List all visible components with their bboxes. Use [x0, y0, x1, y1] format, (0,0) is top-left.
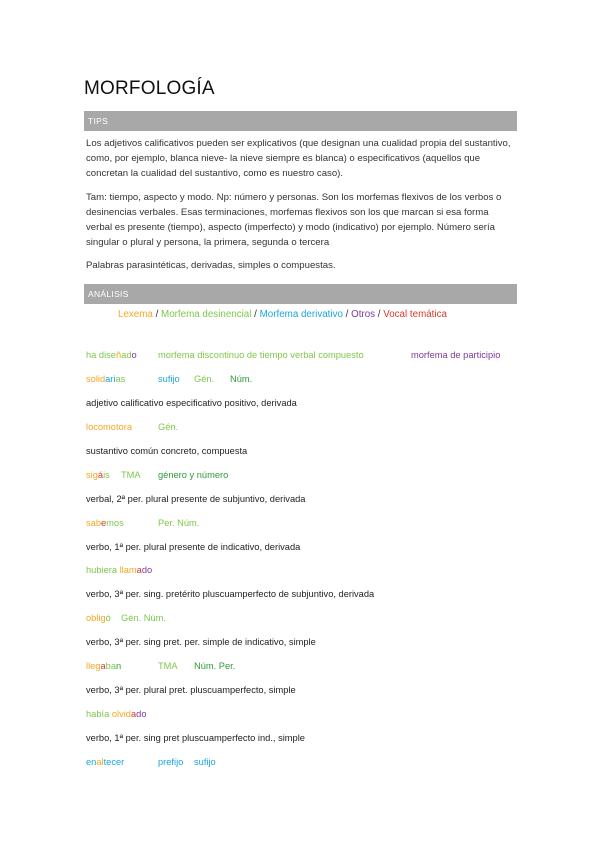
word-ha-disenado: [86, 350, 137, 360]
word-part-desinencial: ad: [121, 350, 132, 360]
word-habia-olvidado: [86, 709, 147, 719]
description-locomotora: sustantivo común concreto, compuesta: [86, 446, 248, 456]
word-part-desinencial: había: [86, 709, 112, 719]
word-obligo: [86, 613, 111, 623]
legend-lexema: Lexema: [118, 309, 153, 320]
word-part-otros: o: [131, 350, 137, 360]
word-part-desinencial: n: [116, 661, 122, 671]
word-part-lexema: ñ: [115, 350, 122, 360]
word-part-desinencial: ó: [105, 613, 111, 623]
description-sabemos: verbo, 1ª per. plural presente de indicativo, derivada: [86, 542, 301, 552]
description-obligo: verbo, 3ª per. sing pret. per. simple de indicativo, simple: [86, 637, 316, 647]
word-part-lexema: al: [96, 757, 104, 767]
note-morfema-discontinuo: morfema discontinuo de tiempo verbal compuesto: [158, 350, 364, 360]
note-genero-numero: género y número: [158, 470, 229, 480]
word-part-vocal: a: [130, 709, 137, 719]
note-genero-numero: Gén. Núm.: [121, 613, 166, 623]
word-part-derivativo: en: [86, 757, 97, 767]
page-title: MORFOLOGÍA: [84, 78, 215, 99]
word-part-lexema: sig: [86, 470, 98, 480]
word-sabemos: [86, 518, 124, 528]
word-part-lexema: oblig: [86, 613, 106, 623]
note-morfema-participio: morfema de participio: [411, 350, 501, 360]
description-habia-olvidado: verbo, 1ª per. sing pret pluscuamperfecto ind., simple: [86, 733, 305, 743]
word-part-lexema: olvid: [111, 709, 131, 719]
word-hubiera-llamado: [86, 565, 152, 575]
tips-header-bar: TIPS: [84, 111, 517, 131]
word-part-derivativo: ari: [105, 374, 116, 384]
legend-separator: /: [375, 309, 384, 320]
note-sufijo: sufijo: [194, 757, 216, 767]
word-part-otros: ha dise: [86, 350, 116, 360]
word-part-vocal: á: [97, 470, 104, 480]
legend-derivativo: Morfema derivativo: [259, 309, 343, 320]
word-part-lexema: solid: [86, 374, 106, 384]
word-sigais: [86, 470, 110, 480]
word-enaltecer: [86, 757, 124, 767]
word-part-derivativo: tecer: [103, 757, 125, 767]
legend-separator: /: [251, 309, 260, 320]
analysis-header-bar: ANÁLISIS: [84, 284, 517, 304]
legend-separator: /: [342, 309, 352, 320]
word-part-desinencial: hubiera: [86, 565, 120, 575]
legend-otros: Otros: [351, 309, 376, 320]
word-part-lexema: lleg: [86, 661, 101, 671]
word-llegaban: [86, 661, 121, 671]
legend-vocal-tematica: Vocal temática: [383, 309, 447, 320]
description-llegaban: verbo, 3ª per. plural pret. pluscuamperfecto, simple: [86, 685, 296, 695]
word-part-vocal: a: [136, 565, 142, 575]
description-sigais: verbal, 2ª per. plural presente de subjuntivo, derivada: [86, 494, 306, 504]
legend-desinencial: Morfema desinencial: [161, 309, 252, 320]
word-part-vocal: e: [101, 518, 107, 528]
description-solidarias: adjetivo calificativo especificativo positivo, derivada: [86, 398, 297, 408]
word-locomotora: locomotora: [86, 422, 132, 432]
tips-paragraph-2: Tam: tiempo, aspecto y modo. Np: número y personas. Son los morfemas flexivos de los verbos o desinencias verbales. Esas terminaciones, morfemas flexivos son los que marcan si esa forma verbal es presente (tiempo), aspecto (imperfecto) y modo (indicativo) por ejemplo. Número sería singular o plural y persona, la primera, segunda o tercera: [86, 192, 502, 248]
description-hubiera-llamado: verbo, 3ª per. sing. pretérito pluscuamperfecto de subjuntivo, derivada: [86, 589, 375, 599]
tips-paragraph-3: Palabras parasintéticas, derivadas, simples o compuestas.: [86, 260, 336, 271]
tips-paragraph-1: Los adjetivos calificativos pueden ser explicativos (que designan una cualidad propia del sustantivo, como, por ejemplo, blanca nieve- la nieve siempre es blanca) o especificativos (aquellos que concretan la cualidad del sustantivo, como es nuestro caso).: [86, 138, 511, 179]
note-persona-numero: Per. Núm.: [158, 518, 200, 528]
note-tma: TMA: [158, 661, 178, 671]
note-genero: Gén.: [158, 422, 179, 432]
word-part-lexema: sab: [86, 518, 101, 528]
word-part-vocal: a: [100, 661, 106, 671]
word-part-lexema: llam: [119, 565, 137, 575]
word-part-desinencial: is: [103, 470, 110, 480]
note-numero-persona: Núm. Per.: [194, 661, 236, 671]
word-part-desinencial: mos: [106, 518, 124, 528]
word-part-otros: do: [136, 709, 147, 719]
legend-separator: /: [152, 309, 162, 320]
word-part-desinencial: as: [115, 374, 126, 384]
note-tma: TMA: [121, 470, 141, 480]
color-legend: [118, 309, 447, 320]
note-sufijo: sufijo: [158, 374, 180, 384]
note-numero: Núm.: [230, 374, 253, 384]
note-genero: Gén.: [194, 374, 215, 384]
word-part-desinencial: ba: [105, 661, 116, 671]
note-prefijo: prefijo: [158, 757, 184, 767]
word-solidarias: [86, 374, 125, 384]
word-part-otros: do: [141, 565, 153, 575]
